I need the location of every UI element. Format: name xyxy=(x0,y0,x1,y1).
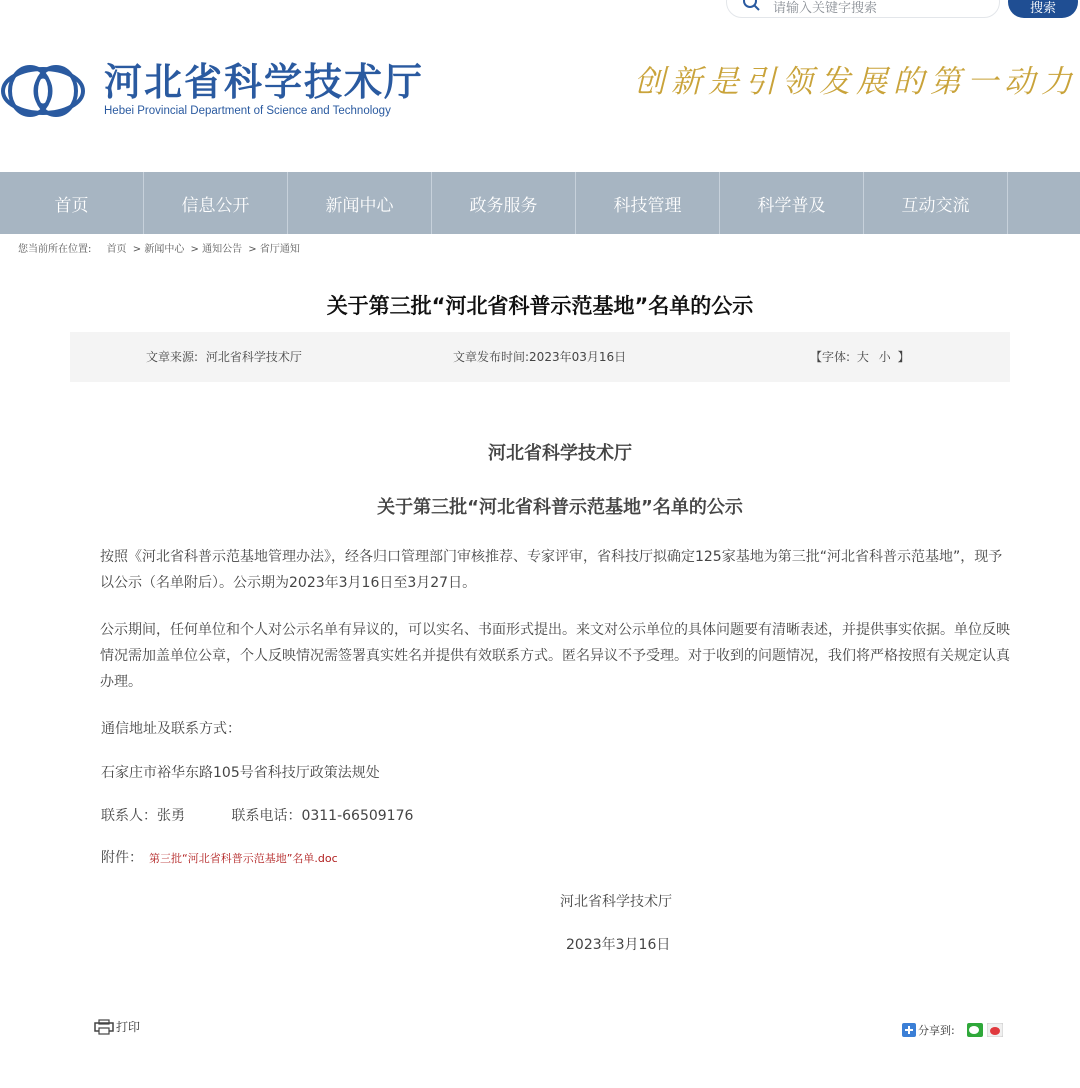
paragraph-1-text: 按照《河北省科普示范基地管理办法》，经各归口管理部门审核推荐、专家评审，省科技厅拟确定125家基地为第三批“河北省科普示范基地”，现予以公示（名单附后）。公示期为2023年3月16日至3月27日。 xyxy=(100,549,1003,591)
breadcrumb-prefix: 您当前所在位置: xyxy=(18,244,92,255)
breadcrumb-separator: > xyxy=(190,244,199,255)
search-button[interactable]: 搜索 xyxy=(1008,0,1078,18)
doc-org-heading: 河北省科学技术厅 xyxy=(488,443,632,464)
search-input[interactable] xyxy=(773,0,973,17)
search-icon[interactable] xyxy=(741,0,763,18)
contact-heading: 通信地址及联系方式： xyxy=(101,721,241,737)
breadcrumb-separator: > xyxy=(132,244,142,255)
article-source xyxy=(146,348,302,365)
nav-item-info-disclosure[interactable]: 信息公开 xyxy=(144,172,288,234)
attachment-link[interactable]: 第三批“河北省科普示范基地”名单.doc xyxy=(149,852,338,865)
print-label: 打印 xyxy=(116,1020,141,1034)
breadcrumb-item-dept-notices[interactable]: 省厅通知 xyxy=(259,244,300,255)
signature-org: 河北省科学技术厅 xyxy=(560,894,672,910)
font-large-button[interactable]: 大 xyxy=(856,350,869,364)
nav-item-gov-services[interactable]: 政务服务 xyxy=(432,172,576,234)
font-size-label: 【字体: xyxy=(810,350,851,364)
attachment-line xyxy=(101,846,338,871)
org-name-en: Hebei Provincial Department of Science and Technology xyxy=(104,105,391,117)
printer-icon xyxy=(94,1019,114,1035)
slogan: 创新是引领发展的第一动力 xyxy=(634,64,1078,100)
share-label: 分享到: xyxy=(918,1024,955,1037)
article-meta-bar xyxy=(70,332,1010,382)
share-plus-icon[interactable] xyxy=(902,1023,916,1037)
breadcrumb-item-news[interactable]: 新闻中心 xyxy=(144,244,185,255)
paragraph-2-text: 公示期间，任何单位和个人对公示名单有异议的，可以实名、书面形式提出。来文对公示单位的具体问题要有清晰表述，并提供事实依据。单位反映情况需加盖单位公章，个人反映情况需签署真实姓名并提供有效联系方式。匿名异议不予受理。对于收到的问题情况，我们将严格按照有关规定认真办理。 xyxy=(100,622,1010,690)
nav-item-news-center[interactable]: 新闻中心 xyxy=(288,172,432,234)
source-label: 文章来源: xyxy=(146,350,199,364)
breadcrumb-item-notices[interactable]: 通知公告 xyxy=(202,244,243,255)
org-name[interactable]: 河北省科学技术厅 xyxy=(104,60,425,104)
search-box xyxy=(726,0,1000,18)
nav-item-science-popularization[interactable]: 科学普及 xyxy=(720,172,864,234)
paragraph-2 xyxy=(100,617,1012,695)
source-value: 河北省科学技术厅 xyxy=(205,350,302,364)
contact-person: 联系人：张勇 xyxy=(101,808,185,824)
nav-item-interaction[interactable]: 互动交流 xyxy=(864,172,1008,234)
doc-title-heading: 关于第三批“河北省科普示范基地”名单的公示 xyxy=(377,497,743,518)
font-small-button[interactable]: 小 xyxy=(878,350,891,364)
breadcrumb xyxy=(18,242,300,258)
page-title: 关于第三批“河北省科普示范基地”名单的公示 xyxy=(326,294,754,318)
main-nav xyxy=(0,172,1080,234)
contact-address: 石家庄市裕华东路105号省科技厅政策法规处 xyxy=(101,765,380,781)
paragraph-1 xyxy=(100,544,1012,596)
breadcrumb-item-home[interactable]: 首页 xyxy=(106,244,127,255)
attachment-label: 附件： xyxy=(101,850,143,866)
print-button[interactable] xyxy=(94,1018,140,1035)
contact-phone: 联系电话：0311-66509176 xyxy=(231,808,414,824)
logo-icon xyxy=(0,62,86,120)
weibo-icon[interactable] xyxy=(987,1023,1003,1037)
font-size-close: 】 xyxy=(897,350,910,364)
share-bar xyxy=(902,1022,1003,1038)
signature-date: 2023年3月16日 xyxy=(566,937,671,953)
breadcrumb-separator: > xyxy=(248,244,257,255)
nav-item-home[interactable]: 首页 xyxy=(0,172,144,234)
wechat-icon[interactable] xyxy=(967,1023,983,1037)
contact-line xyxy=(101,804,413,828)
font-size-control xyxy=(810,348,910,365)
publish-date: 文章发布时间:2023年03月16日 xyxy=(453,350,627,364)
nav-item-tech-management[interactable]: 科技管理 xyxy=(576,172,720,234)
